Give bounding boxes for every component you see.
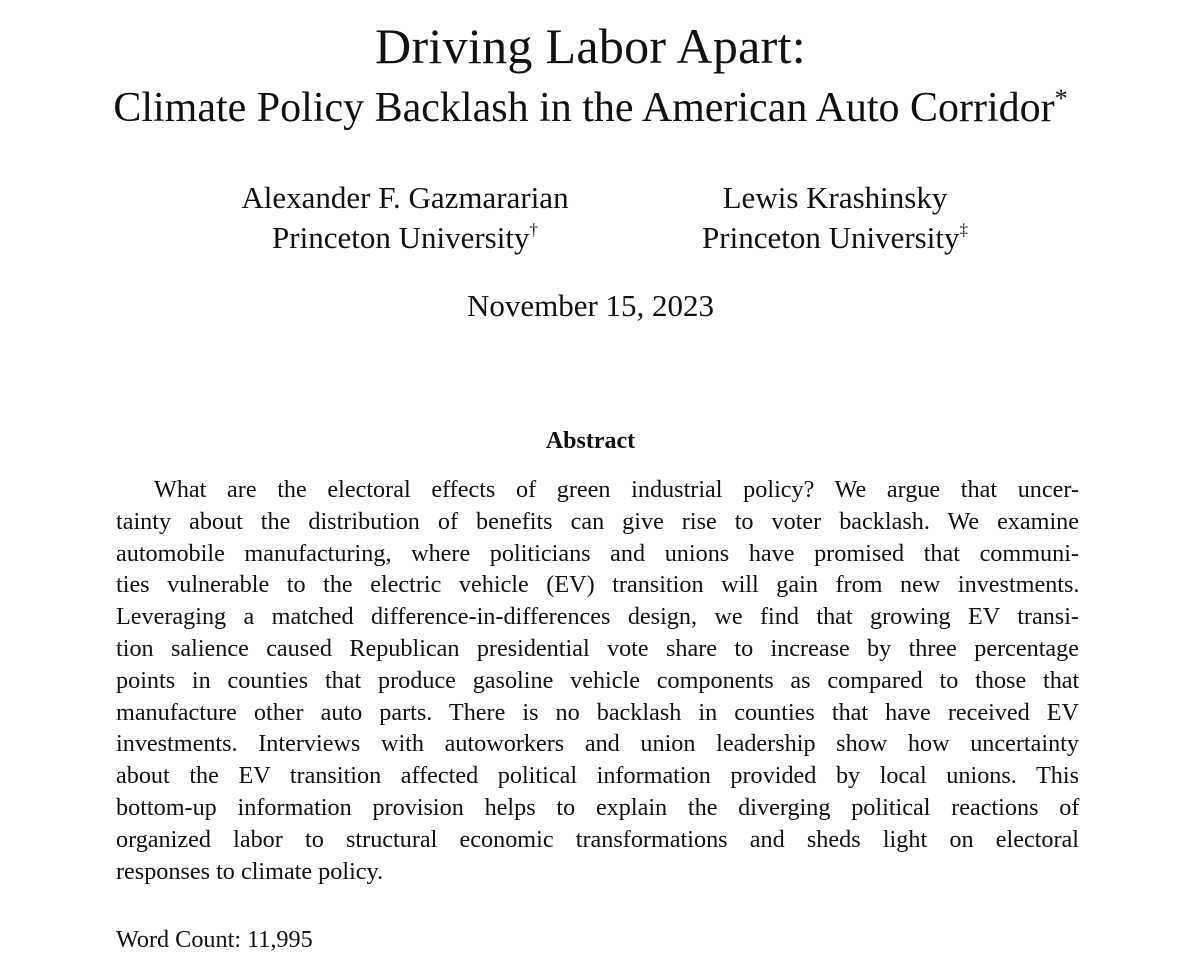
abstract-heading: Abstract <box>545 428 636 454</box>
author-footnote-mark[interactable]: ‡ <box>959 220 968 239</box>
word-count-label: Word Count: <box>116 926 242 953</box>
title-footnote-mark[interactable]: * <box>1054 84 1068 113</box>
affiliation-text: Princeton University <box>272 220 530 255</box>
paper-title <box>0 14 1181 78</box>
author-name: Alexander F. Gazmararian <box>241 180 569 215</box>
abstract-line: Leveraging a matched difference-in-differences design, we find that growing EV transi- <box>116 603 1079 631</box>
abstract-line: ties vulnerable to the electric vehicle (EV) transition will gain from new investments. <box>116 571 1080 599</box>
paper-title-text: Driving Labor Apart: <box>375 18 806 74</box>
abstract-line: points in counties that produce gasoline vehicle components as compared to those that <box>116 666 1080 694</box>
affiliation-text: Princeton University <box>702 220 960 255</box>
author-block-2 <box>670 178 1000 258</box>
word-count-value: 11,995 <box>247 926 313 953</box>
abstract-line: automobile manufacturing, where politicians and unions have promised that communi- <box>116 539 1079 567</box>
abstract-line: responses to climate policy. <box>116 857 384 885</box>
author-affiliation <box>205 218 605 258</box>
abstract-line: What are the electoral effects of green industrial policy? We argue that uncer- <box>154 476 1079 503</box>
abstract-line: tainty about the distribution of benefits can give rise to voter backlash. We examine <box>116 507 1079 535</box>
abstract-line: investments. Interviews with autoworkers and union leadership show how uncertainty <box>116 730 1079 758</box>
author-affiliation <box>670 218 1000 258</box>
abstract-line: organized labor to structural economic transformations and sheds light on electoral <box>116 825 1079 853</box>
word-count <box>116 924 313 956</box>
abstract-line: tion salience caused Republican presidential vote share to increase by three percentage <box>116 634 1079 662</box>
paper-subtitle-text: Climate Policy Backlash in the American Auto Corridor <box>113 85 1055 131</box>
abstract-line: about the EV transition affected political information provided by local unions. This <box>116 762 1079 790</box>
abstract-body <box>116 474 1079 887</box>
author-name: Lewis Krashinsky <box>722 180 948 215</box>
author-footnote-mark[interactable]: † <box>529 220 538 239</box>
paper-subtitle <box>0 80 1181 136</box>
abstract-line: manufacture other auto parts. There is no backlash in counties that have received EV <box>116 698 1079 726</box>
abstract-line: bottom-up information provision helps to explain the diverging political reactions of <box>116 793 1080 821</box>
publication-date: November 15, 2023 <box>466 288 715 323</box>
author-block-1 <box>205 178 605 258</box>
